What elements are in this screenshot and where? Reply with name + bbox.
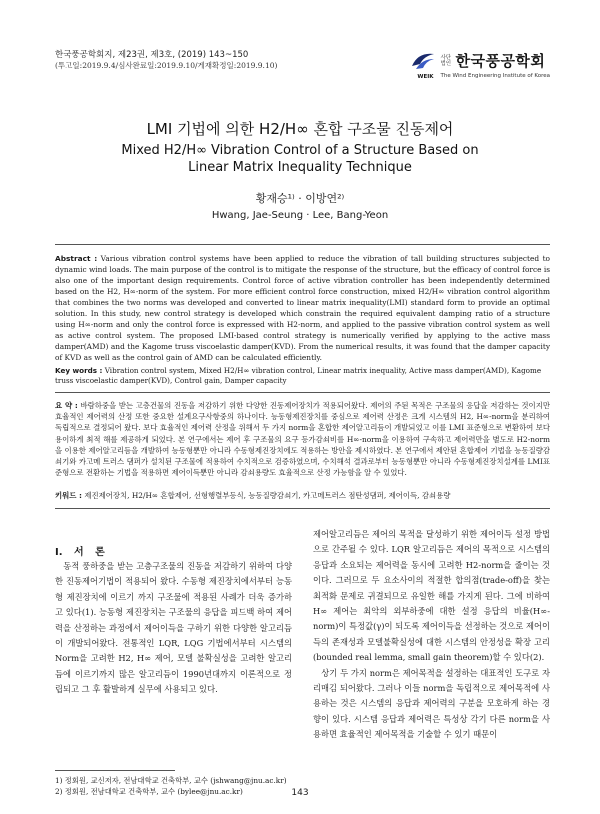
divider-bottom — [55, 508, 550, 509]
logo-subtitle: 사단법인 — [440, 54, 452, 67]
intro-paragraph-1: 동적 풍하중을 받는 고층구조물의 진동을 저감하기 위하여 다양한 진동제어기법이 적용되어 왔다. 수동형 제진장치에서부터 능동형 제진장치에 이르기 까지 구조물에 적용된 사례가 더욱 증가하고 있다(1). 능동형 제진장치는 구조물의 응답을 피드백 하여 제어력을 산정하는 과정에서 제어이득을 구하기 위한 다양한 알고리듬이 개발되어왔다. 전통적인 LQR, LQG 기법에서부터 시스템의 Norm을 고려한 H2, H∞ 제어, 모델 불확실성을 고려한 알고리듬에 이르기까지 많은 알고리듬이 1990년대까지 이론적으로 정립되고 그 후 활발하게 실무에 사용되고 있다. — [55, 561, 292, 695]
korean-abstract-label: 요 약 : — [55, 401, 78, 410]
korean-abstract-text: 바람하중을 받는 고층건물의 진동을 저감하기 위한 다양한 진동제어장치가 적용되어왔다. 제어의 주된 목적은 구조물의 응답을 저감하는 것이지만 효율적인 제어력의 산정 또한 중요한 설계요구사항중의 하나이다. 능동형제진장치를 중심으로 제어력 산정은 크게 시스템의 H2, H∞-norm을 분리하여 독립적으로 결정되어 왔다. 보다 효율적인 제어력 산정을 위해서 두 가지 norm을 혼합한 제어알고리듬이 개발되었고 이를 LMI 표준형으로 변환하여 보다 용이하게 최적 해를 제공하게 되었다. 본 연구에서는 제어 후 구조물의 요구 등가감쇠비를 H∞-norm을 이용하여 구속하고 제어력만을 별도로 H2-norm을 이용한 제어알고리듬을 개발하여 능동형뿐만 아니라 수동형제진장치에도 적용하는 방안을 제시하였다. 본 연구에서 제안된 혼합제어 기법을 능동질량감쇠기와 카고메 트러스 댐퍼가 설치된 구조물에 적용하여 수치적으로 검증하였으며, 수치해석 결과로부터 능동형뿐만 아니라 수동형제진장치설계를 LMI표준형으로 전환하는 기법을 적용하면 제어이득뿐만 아니라 감쇠용량도 효율적으로 산정 가능함을 알 수 있었다. — [55, 401, 550, 478]
authors-korean: 황재승¹⁾ · 이방연²⁾ — [255, 192, 345, 205]
journal-citation: 한국풍공학회지, 제23권, 제3호, (2019) 143~150 — [55, 50, 249, 60]
logo-name: 한국풍공학회 — [455, 52, 546, 70]
korean-abstract — [55, 400, 550, 478]
page-number: 143 — [291, 788, 309, 798]
title-english — [0, 142, 600, 176]
keywords-text: Vibration control system, Mixed H2/H∞ vibration control, Linear matrix inequality, Active mass damper(AMD), Kagome truss viscoelastic damper(KVD), Control gain, Damper capacity — [55, 366, 542, 385]
weik-emblem-icon — [410, 50, 436, 80]
title-english-line2: Linear Matrix Inequality Technique — [188, 160, 412, 175]
logo-english-name: The Wind Engineering Institute of Korea — [440, 73, 550, 79]
footnote-2: 2) 정회원, 전남대학교 건축학부, 교수 (bylee@jnu.ac.kr) — [55, 787, 243, 796]
section-heading: I. 서 론 — [55, 547, 105, 558]
footnote-divider — [55, 770, 175, 771]
authors-english: Hwang, Jae-Seung · Lee, Bang-Yeon — [211, 210, 389, 221]
korean-keywords-text: 제진제어장치, H2/H∞ 혼합제어, 선형행렬부등식, 능동질량감쇠기, 카고메트러스 점탄성댐퍼, 제어이득, 감쇠용량 — [84, 491, 451, 500]
keywords-label: Key words : — [55, 366, 103, 375]
body-column-right — [313, 527, 550, 743]
divider-middle — [55, 392, 550, 393]
korean-keywords-label: 키워드 : — [55, 491, 82, 500]
submission-dates: (투고일:2019.9.4/심사완료일:2019.9.10/게재확정일:2019.9.10) — [55, 61, 278, 70]
body-column-left — [55, 559, 292, 698]
abstract-label: Abstract : — [55, 254, 98, 263]
page-header — [55, 50, 550, 84]
divider-top — [55, 244, 550, 245]
logo-acronym: WEIK — [417, 74, 434, 80]
keywords — [55, 366, 550, 386]
footnote-1: 1) 정회원, 교신저자, 전남대학교 건축학부, 교수 (jshwang@jnu.ac.kr) — [55, 776, 287, 785]
abstract-text: Various vibration control systems have been applied to reduce the vibration of tall building structures subjected to dynamic wind loads. The main purpose of the control is to mitigate the response of the structure, but the efficacy of control force is also one of the important design requirements. Control force of active vibration controller has been independently determined based on the H2, H∞-norm of the system. For more efficient control force construction, mixed H2/H∞ vibration control algorithm that combines the two norms was developed and converted to linear matrix inequality(LMI) standard form to provide an optimal solution. In this study, new control strategy is developed which constrain the required equivalent damping ratio of a structure using H∞-norm and only the control force is expressed with H2-norm, and applied to the passive vibration control system as well as active control system. The proposed LMI-based control strategy is numerically verified by applying to the active mass damper(AMD) and the Kagome truss viscoelastic damper(KVD). From the numerical results, it was found that the damper capacity of KVD as well as the control gain of AMD can be calculated efficiently. — [55, 254, 550, 362]
intro-paragraph-3: 상기 두 가지 norm은 제어목적을 설정하는 대표적인 도구로 자리매김 되어왔다. 그러나 이들 norm을 독립적으로 제어목적에 사용하는 것은 시스템의 응답과 제어력의 구분을 모호하게 하는 경향이 있다. 시스템 응답과 제어력은 특성상 각기 다른 norm을 사용하면 효율적인 제어목적을 기술할 수 있기 때문이 — [313, 667, 550, 740]
abstract — [55, 253, 550, 363]
title-korean: LMI 기법에 의한 H2/H∞ 혼합 구조물 진동제어 — [146, 120, 454, 138]
korean-keywords — [55, 490, 550, 501]
title-english-line1: Mixed H2/H∞ Vibration Control of a Structure Based on — [121, 143, 479, 158]
society-logo — [410, 50, 550, 82]
intro-paragraph-2: 제어알고리듬은 제어의 목적을 달성하기 위한 제어이득 설정 방법으로 간주될 수 있다. LQR 알고리듬은 제어의 목적으로 시스템의 응답과 소요되는 제어력을 동시에 고려한 H2-norm을 줄이는 것이다. 그러므로 두 요소사이의 적절한 합의점(trade-off)을 찾는 최적화 문제로 귀결되므로 유일한 해를 가지게 된다. 그에 비하여 H∞ 제어는 최악의 외부하중에 대한 설정 응답의 비율(H∞-norm)이 특정값(γ)이 되도록 제어이득을 선정하는 것으로 제어이득의 존재성과 모델불확실성에 대한 시스템의 안정성을 확장 고리(bounded real lemma, small gain theorem)할 수 있다(2). — [313, 529, 551, 663]
